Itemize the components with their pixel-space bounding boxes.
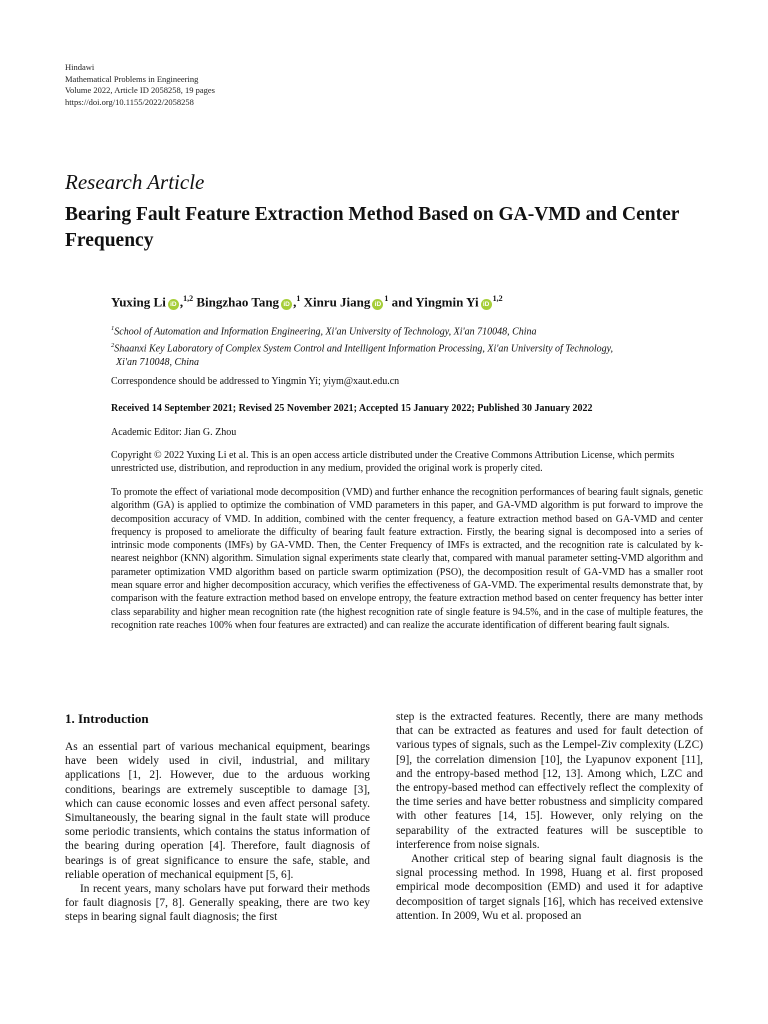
author-name: Yuxing Li — [111, 294, 166, 310]
copyright-notice: Copyright © 2022 Yuxing Li et al. This is an open access article distributed under the Creative Commons Attribution License, which permits unrestricted use, distribution, and reproduction in any medium, provided the original work is properly cited. — [111, 450, 675, 475]
affiliations — [111, 322, 701, 369]
body-paragraph: step is the extracted features. Recently, there are many methods that can be extracted as features and used for fault detection of various types of signals, such as the Lempel-Ziv complexity (LZC) [9], the correlation dimension [10], the Lyapunov exponent [11], and the entropy-based method [12, 13]. Among which, LZC and the entropy-based method can effectively reflect the complexity of the time series and have better robustness and simplicity compared with other features [14, 15]. However, only relying on the separability of the extracted features will be susceptible to interference from noise signals. — [396, 711, 703, 851]
author-affiliation-mark: 1 — [296, 294, 301, 303]
journal-name: Mathematical Problems in Engineering — [65, 73, 199, 84]
volume-info: Volume 2022, Article ID 2058258, 19 pages — [65, 85, 215, 95]
body-paragraph: Another critical step of bearing signal fault diagnosis is the signal processing method. In 1998, Huang et al. first proposed empirical mode decomposition (EMD) and used it for adaptive decomposition of target signals [16], which has received extensive attention. In 2009, Wu et al. proposed an — [396, 853, 703, 922]
body-column-right — [396, 710, 703, 923]
orcid-icon[interactable]: iD — [281, 299, 292, 310]
orcid-icon[interactable]: iD — [168, 299, 179, 310]
affiliation-text: School of Automation and Information Engineering, Xi'an University of Technology, Xi'an 710048, China — [114, 326, 537, 338]
publisher-name: Hindawi — [65, 62, 95, 72]
publication-dates: Received 14 September 2021; Revised 25 November 2021; Accepted 15 January 2022; Published 30 January 2022 — [111, 403, 593, 414]
academic-editor: Academic Editor: Jian G. Zhou — [111, 427, 237, 438]
orcid-icon[interactable]: iD — [372, 299, 383, 310]
affiliation-number: 2 — [111, 341, 115, 349]
abstract: To promote the effect of variational mode decomposition (VMD) and further enhance the recognition performances of bearing fault signals, genetic algorithm (GA) is applied to optimize the combination of VMD parameters in this paper, and GA-VMD algorithm is put forward to improve the decomposition accuracy of VMD. In addition, combined with the center frequency, a feature extraction method based on GA-VMD and center frequency is proposed to ameliorate the difficulty of bearing fault feature extraction. Firstly, the bearing signal is decomposed into a series of intrinsic mode components (IMFs) by GA-VMD. Then, the Center Frequency of IMFs is extracted, and the recognition rate is calculated by k-nearest neighbor (KNN) algorithm. Simulation signal experiments state clearly that, compared with manual parameter setting-VMD algorithm and parameter optimization VMD algorithm based on particle swarm optimization (PSO), the decomposition result of GA-VMD has a smaller root mean square error and higher decomposition accuracy, which verifies the effectiveness of GA-VMD. The experimental results demonstrate that, by comparison with the feature extraction method based on envelope entropy, the feature extraction method based on center frequency has better inter class separability and higher mean recognition rate (the highest recognition rate of single feature is 94.5%, and in the case of multiple features, the recognition rate reaches 100% when four features are extracted) and can realize the accurate identification of different bearing fault signals. — [111, 487, 703, 631]
affiliation-2-continued: Xi'an 710048, China — [116, 356, 199, 368]
author-affiliation-mark: 1 — [384, 294, 389, 303]
author-affiliation-mark: 1,2 — [183, 294, 194, 303]
section-heading: 1. Introduction — [65, 711, 149, 726]
author-separator: and — [388, 294, 413, 310]
affiliation-2 — [111, 339, 701, 356]
body-column-left — [65, 710, 370, 925]
affiliation-1 — [111, 322, 701, 339]
body-paragraph: As an essential part of various mechanical equipment, bearings have been widely used in civil, industrial, and military applications [1, 2]. However, due to the arduous working conditions, bearings are extremely susceptible to damage [3], which can cause economic losses and even affect personal safety. Simultaneously, the bearing signal in the fault state will produce some periodic transients, which contains the status information of the bearing during operation [4]. Therefore, fault diagnosis of bearings is of great significance to ensure the safe, stable, and reliable operation of mechanical equipment [5, 6]. — [65, 741, 370, 881]
affiliation-text: Shaanxi Key Laboratory of Complex System Control and Intelligent Information Processing, Xi'an University of Technology, — [114, 343, 614, 355]
author-separator: , — [293, 294, 297, 310]
paper-title: Bearing Fault Feature Extraction Method Based on GA-VMD and Center Frequency — [65, 204, 680, 251]
author-name: Bingzhao Tang — [196, 294, 280, 310]
author-affiliation-mark: 1,2 — [492, 294, 503, 303]
orcid-icon[interactable]: iD — [481, 299, 492, 310]
affiliation-number: 1 — [111, 325, 115, 332]
author-separator: , — [179, 294, 184, 310]
journal-header — [65, 62, 215, 108]
body-paragraph: In recent years, many scholars have put forward their methods for fault diagnosis [7, 8]. Generally speaking, there are two key steps in bearing signal fault diagnosis; the first — [65, 883, 370, 924]
author-name: Yingmin Yi — [415, 294, 479, 310]
author-name: Xinru Jiang — [303, 294, 371, 310]
doi-link[interactable]: https://doi.org/10.1155/2022/2058258 — [65, 96, 194, 107]
author-list — [111, 294, 731, 310]
article-type: Research Article — [65, 170, 205, 194]
correspondence: Correspondence should be addressed to Yingmin Yi; yiym@xaut.edu.cn — [111, 376, 400, 387]
